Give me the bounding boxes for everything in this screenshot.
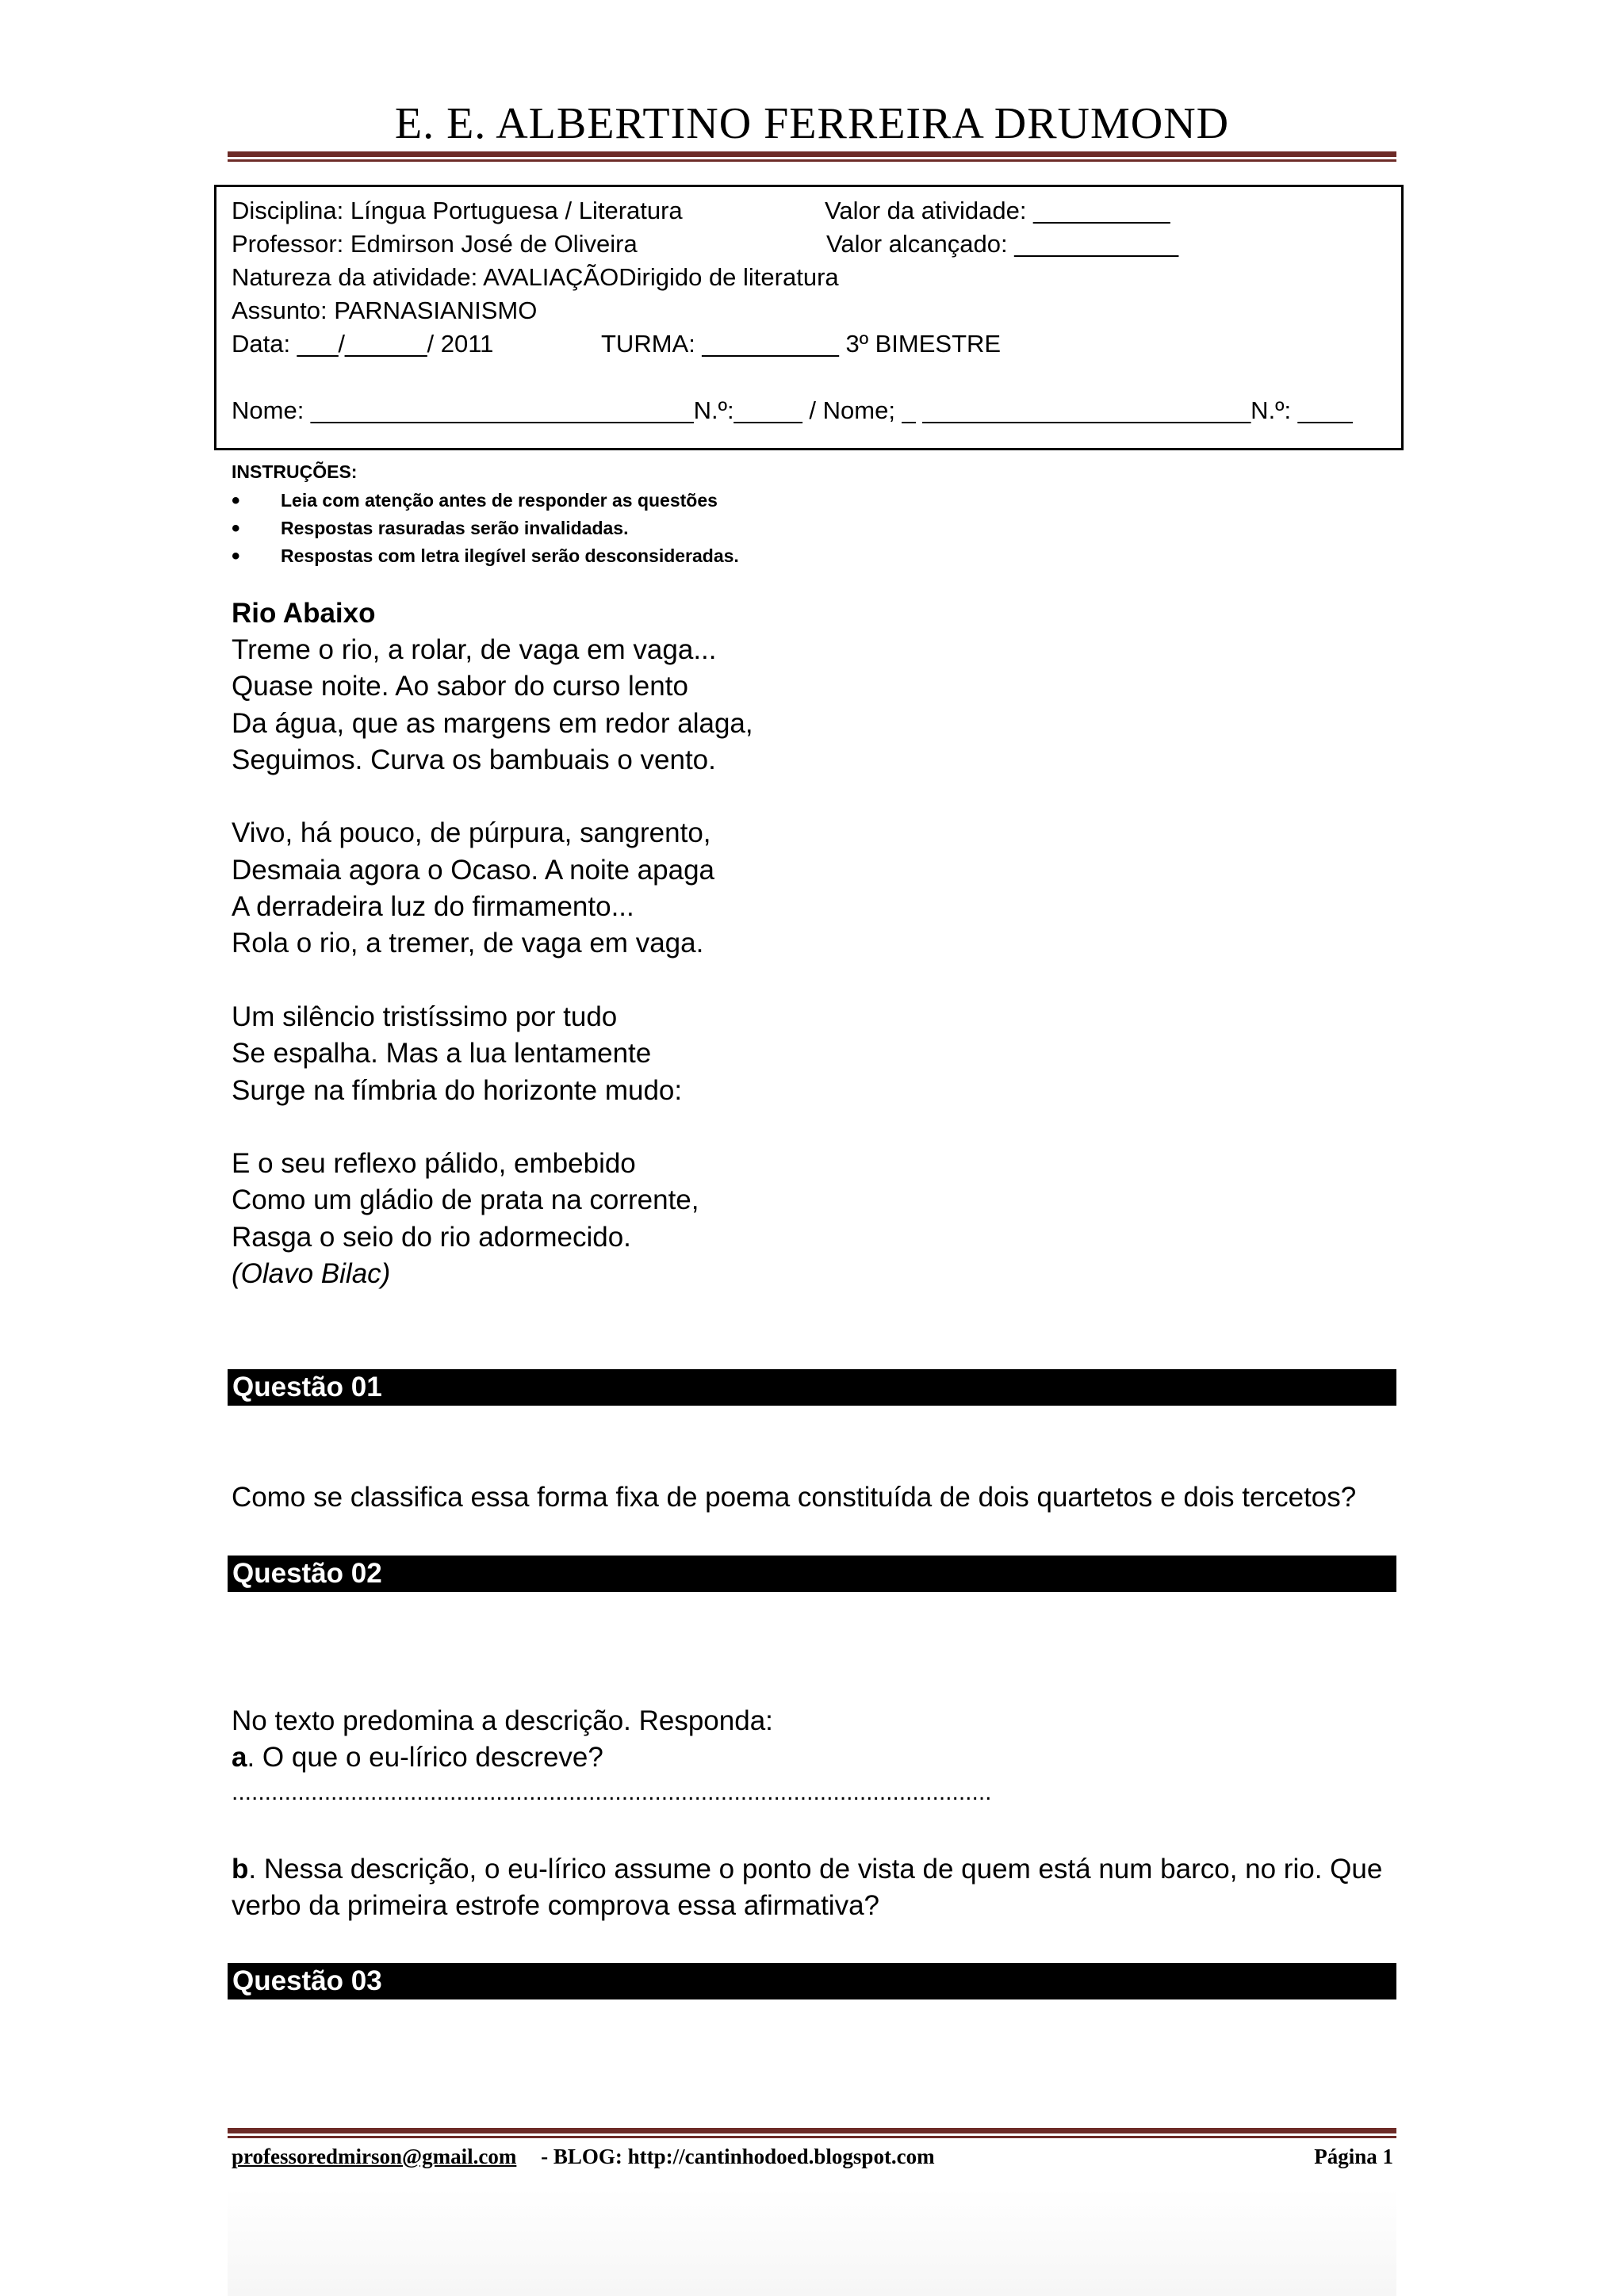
poem-title: Rio Abaixo — [232, 598, 376, 629]
professor-line: Professor: Edmirson José de Oliveira — [232, 230, 638, 258]
question-02-item-b-cont: verbo da primeira estrofe comprova essa afirmativa? — [232, 1890, 880, 1921]
school-title: E. E. ALBERTINO FERREIRA DRUMOND — [394, 99, 1230, 148]
valor-alcancado-field: Valor alcançado: ____________ — [826, 230, 1179, 258]
item-b-text: . Nessa descrição, o eu-lírico assume o ponto de vista de quem está num barco, no rio. Que — [248, 1854, 1383, 1885]
poem-verse: Um silêncio tristíssimo por tudo — [232, 1001, 618, 1032]
poem-verse: Quase noite. Ao sabor do curso lento — [232, 671, 688, 702]
poem-verse: Vivo, há pouco, de púrpura, sangrento, — [232, 817, 711, 849]
footer — [232, 2139, 1393, 2174]
assunto-line: Assunto: PARNASIANISMO — [232, 297, 538, 324]
poem-verse: Treme o rio, a rolar, de vaga em vaga... — [232, 634, 717, 665]
page-bottom-shade — [228, 2188, 1396, 2296]
nome-field: Nome: ____________________________N.º:_____ / Nome; _ ________________________N.º: ____ — [232, 396, 1353, 424]
question-02-header: Questão 02 — [228, 1556, 1396, 1592]
question-01-text: Como se classifica essa forma fixa de poema constituída de dois quartetos e dois tercetos? — [232, 1482, 1357, 1513]
poem-verse: Rola o rio, a tremer, de vaga em vaga. — [232, 928, 704, 959]
valor-atividade-field: Valor da atividade: __________ — [825, 197, 1170, 224]
natureza-line: Natureza da atividade: AVALIAÇÃODirigido de literatura — [232, 263, 839, 291]
header-rule-thin — [228, 159, 1396, 162]
poem-verse: Surge na fímbria do horizonte mudo: — [232, 1074, 683, 1106]
item-a-label: a — [232, 1742, 247, 1773]
poem-verse: Se espalha. Mas a lua lentamente — [232, 1038, 652, 1070]
question-02-intro: No texto predomina a descrição. Responda: — [232, 1705, 773, 1736]
header-rule-thick — [228, 151, 1396, 157]
answer-dotted-line: ................................................................................................................... — [232, 1779, 992, 1805]
disciplina-line: Disciplina: Língua Portuguesa / Literatura — [232, 197, 683, 224]
question-01-header: Questão 01 — [228, 1369, 1396, 1406]
instructions-title: INSTRUÇÕES: — [232, 461, 358, 482]
poem-verse: Seguimos. Curva os bambuais o vento. — [232, 744, 716, 775]
footer-email[interactable]: professoredmirson@gmail.com — [232, 2145, 517, 2168]
question-03-header: Questão 03 — [228, 1963, 1396, 1999]
poem-author: (Olavo Bilac) — [232, 1258, 391, 1290]
poem-verse: Rasga o seio do rio adormecido. — [232, 1221, 631, 1253]
page-number: Página 1 — [1314, 2145, 1393, 2168]
instruction-item: • Leia com atenção antes de responder as questões — [232, 487, 739, 515]
footer-rule-thin — [228, 2136, 1396, 2138]
question-02-item-a — [232, 1739, 603, 1776]
poem-verse: Desmaia agora o Ocaso. A noite apaga — [232, 854, 715, 886]
instruction-item: • Respostas rasuradas serão invalidadas. — [232, 515, 739, 542]
poem-verse: Como um gládio de prata na corrente, — [232, 1184, 699, 1216]
poem-verse: E o seu reflexo pálido, embebido — [232, 1148, 636, 1180]
footer-rule-thick — [228, 2128, 1396, 2133]
instruction-item: • Respostas com letra ilegível serão desconsideradas. — [232, 542, 739, 570]
poem-body — [232, 632, 753, 1292]
instructions-list — [232, 487, 739, 570]
poem-verse: A derradeira luz do firmamento... — [232, 891, 634, 923]
item-b-label: b — [232, 1854, 249, 1885]
poem-verse: Da água, que as margens em redor alaga, — [232, 707, 753, 739]
turma-field: TURMA: __________ 3º BIMESTRE — [601, 330, 1002, 358]
question-02-item-b — [232, 1851, 1382, 1888]
item-a-text: . O que o eu-lírico descreve? — [247, 1742, 603, 1773]
footer-blog[interactable]: - BLOG: http://cantinhodoed.blogspot.com — [541, 2145, 935, 2168]
data-field: Data: ___/______/ 2011 — [232, 330, 494, 358]
